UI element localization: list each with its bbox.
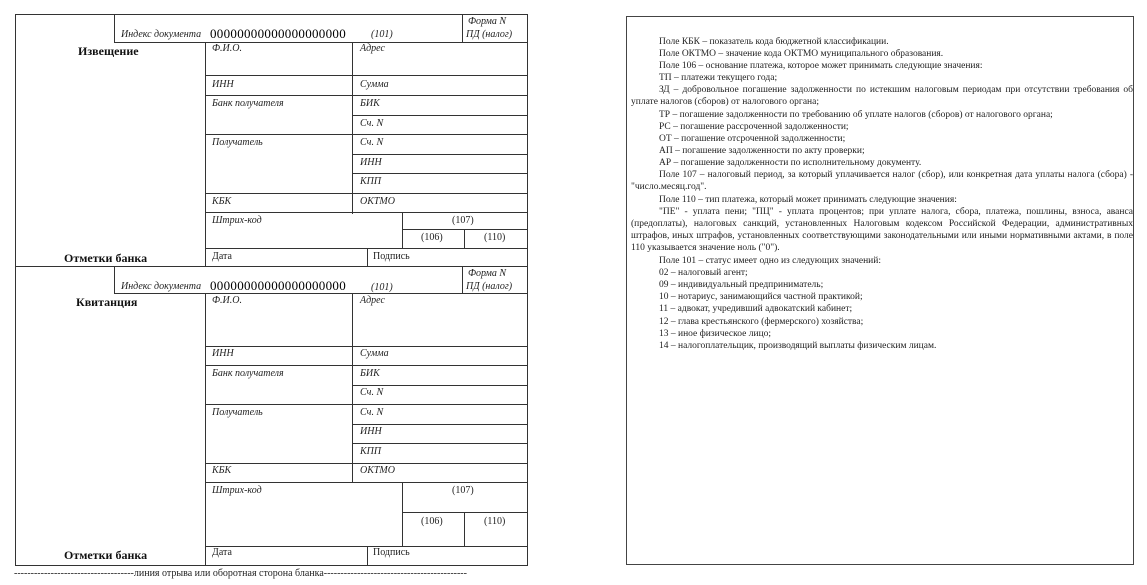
body-mid-divider xyxy=(352,293,353,482)
note-line: Поле ОКТМО – значение кода ОКТМО муниципального образования. xyxy=(659,49,944,59)
note-line: ТР – погашение задолженности по требованию об уплате налогов (сборов) от налогового органа; xyxy=(659,110,1053,120)
oktmo-label: ОКТМО xyxy=(360,465,395,476)
note-line: 10 – нотариус, занимающийся частной практикой; xyxy=(659,292,863,302)
note-line: Поле 101 – статус имеет одно из следующих значений: xyxy=(659,256,881,266)
barcode-divider xyxy=(402,482,403,546)
note-line: 09 – индивидуальный предприниматель; xyxy=(659,280,824,290)
inn-label: ИНН xyxy=(212,79,234,90)
note-line: Поле 110 – тип платежа, который может принимать следующие значения: xyxy=(659,195,957,205)
code-107: (107) xyxy=(452,485,474,496)
account-label: Сч. N xyxy=(360,137,384,148)
row-line xyxy=(205,193,527,194)
form-label-line1: Форма N xyxy=(468,16,507,27)
inn-label: ИНН xyxy=(360,426,382,437)
signature-label: Подпись xyxy=(373,547,410,558)
recipient-label: Получатель xyxy=(212,407,263,418)
bank-label: Банк получателя xyxy=(212,98,284,109)
date-divider xyxy=(367,546,368,565)
sum-label: Сумма xyxy=(360,348,389,359)
index-label: Индекс документа xyxy=(121,29,202,40)
row-line xyxy=(205,75,527,76)
account-label: Сч. N xyxy=(360,387,384,398)
header-divider xyxy=(462,14,463,42)
note-line: 11 – адвокат, учредивший адвокатский кабинет; xyxy=(659,304,853,314)
row-line xyxy=(352,424,527,425)
code-110: (110) xyxy=(484,232,506,243)
form-separator xyxy=(15,266,527,267)
form-right-border xyxy=(527,14,528,566)
row-line xyxy=(205,95,527,96)
row-line xyxy=(205,248,527,249)
code-divider xyxy=(464,512,465,546)
row-line xyxy=(205,212,527,213)
code-106: (106) xyxy=(421,232,443,243)
bank-label: Банк получателя xyxy=(212,368,284,379)
address-label: Адрес xyxy=(360,43,385,54)
note-line: АР – погашение задолженности по исполнительному документу. xyxy=(659,158,922,168)
oktmo-label: ОКТМО xyxy=(360,196,395,207)
row-line xyxy=(352,115,527,116)
form-bottom-border xyxy=(15,565,527,566)
note-line: ЗД – добровольное погашение задолженности по истекшим налоговым периодам при отсутствии требования об уплате налогов (сборов) от налогового органа; xyxy=(631,85,1133,107)
date-divider xyxy=(367,248,368,266)
note-line: 12 – глава крестьянского (фермерского) хозяйства; xyxy=(659,317,864,327)
bank-marks-label: Отметки банка xyxy=(64,251,148,265)
row-line xyxy=(205,482,527,483)
note-line: Поле 106 – основание платежа, которое может принимать следующие значения: xyxy=(659,61,983,71)
signature-label: Подпись xyxy=(373,251,410,262)
body-mid-divider xyxy=(352,42,353,214)
fio-label: Ф.И.О. xyxy=(212,295,242,306)
row-line xyxy=(352,173,527,174)
barcode-label: Штрих-код xyxy=(212,485,262,496)
barcode-divider xyxy=(402,212,403,248)
bank-marks-label: Отметки банка xyxy=(64,548,148,562)
index-label: Индекс документа xyxy=(121,281,202,292)
kbk-label: КБК xyxy=(212,465,232,476)
note-line: Поле 107 – налоговый период, за который уплачивается налог (сбор), или конкретная дата уплаты налога (сбора) - "число.месяц.год". xyxy=(631,170,1133,192)
row-line xyxy=(352,154,527,155)
row-line xyxy=(205,463,527,464)
note-line: РС – погашение рассроченной задолженности; xyxy=(659,122,849,132)
header-divider xyxy=(114,14,115,42)
header-bottom xyxy=(114,42,527,43)
note-line: ОТ – погашение отсроченной задолженности; xyxy=(659,134,846,144)
form-top-border xyxy=(15,14,527,15)
row-line xyxy=(352,443,527,444)
form-label-line2: ПД (налог) xyxy=(466,29,513,40)
index-value: 00000000000000000000 xyxy=(210,26,346,41)
account-label: Сч. N xyxy=(360,118,384,129)
code-110: (110) xyxy=(484,516,506,527)
fio-label: Ф.И.О. xyxy=(212,43,242,54)
bik-label: БИК xyxy=(360,98,380,109)
form-label-line1: Форма N xyxy=(468,268,507,279)
form-label-line2: ПД (налог) xyxy=(466,281,513,292)
date-label: Дата xyxy=(212,251,232,262)
code-divider xyxy=(464,229,465,248)
code-106: (106) xyxy=(421,516,443,527)
inn-label: ИНН xyxy=(360,157,382,168)
bik-label: БИК xyxy=(360,368,380,379)
note-line: 02 – налоговый агент; xyxy=(659,268,748,278)
code-101: (101) xyxy=(371,282,393,293)
header-divider xyxy=(114,266,115,293)
row-line xyxy=(205,134,527,135)
cut-line: ------------------------------------линия отрыва или оборотная сторона бланка------------------------------------------- xyxy=(14,568,467,579)
barcode-label: Штрих-код xyxy=(212,215,262,226)
code-101: (101) xyxy=(371,29,393,40)
recipient-label: Получатель xyxy=(212,137,263,148)
row-line xyxy=(352,385,527,386)
sum-label: Сумма xyxy=(360,79,389,90)
row-line xyxy=(205,404,527,405)
notice-title: Извещение xyxy=(78,44,139,58)
form-left-border xyxy=(15,14,16,566)
index-value: 00000000000000000000 xyxy=(210,278,346,293)
row-line xyxy=(205,346,527,347)
note-line: ТП – платежи текущего года; xyxy=(659,73,778,83)
note-line: "ПЕ" - уплата пени; "ПЦ" - уплата процентов; при уплате налога, сбора, платежа, пошлины, взноса, аванса (предоплаты), налоговых санкций, установленных Налоговым кодексом Российской Федерации, административных штрафов, иных штрафов, установленных соответствующими законодательными или иными нормативными актами, в поле 110 указывается значение ноль ("0"). xyxy=(631,207,1133,253)
note-line: 13 – иное физическое лицо; xyxy=(659,329,772,339)
kpp-label: КПП xyxy=(360,446,382,457)
note-line: Поле КБК – показатель кода бюджетной классификации. xyxy=(659,37,889,47)
address-label: Адрес xyxy=(360,295,385,306)
kpp-label: КПП xyxy=(360,176,382,187)
row-line xyxy=(205,546,527,547)
note-line: АП – погашение задолженности по акту проверки; xyxy=(659,146,865,156)
row-line xyxy=(205,365,527,366)
code-107: (107) xyxy=(452,215,474,226)
header-divider xyxy=(462,266,463,293)
receipt-title: Квитанция xyxy=(76,295,138,309)
body-left-border xyxy=(205,293,206,565)
note-line: 14 – налогоплательщик, производящий выплаты физическим лицам. xyxy=(659,341,937,351)
inn-label: ИНН xyxy=(212,348,234,359)
kbk-label: КБК xyxy=(212,196,232,207)
date-label: Дата xyxy=(212,547,232,558)
account-label: Сч. N xyxy=(360,407,384,418)
